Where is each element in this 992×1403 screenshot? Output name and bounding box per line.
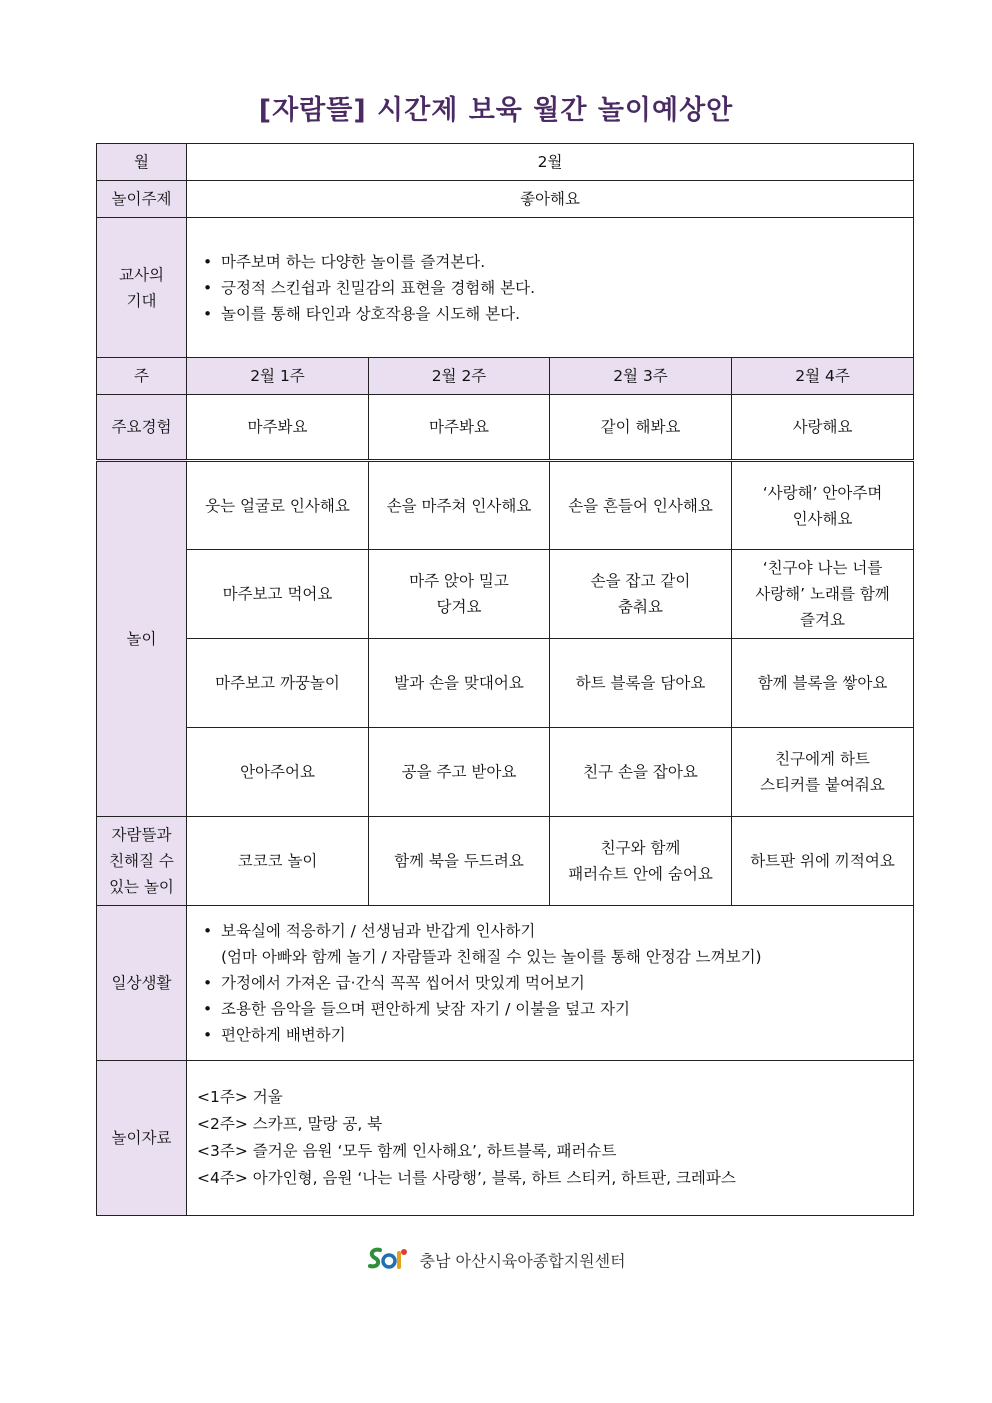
materials-item: <4주> 아가인형, 음원 ‘나는 너를 사랑행’, 블록, 하트 스티커, 하트판, 크레파스 bbox=[197, 1169, 736, 1187]
daily-list bbox=[197, 918, 907, 944]
daily-list bbox=[197, 970, 907, 1048]
week-header: 2월 3주 bbox=[550, 358, 732, 395]
materials-item: <3주> 즐거운 음원 ‘모두 함께 인사해요’, 하트블록, 패러슈트 bbox=[197, 1142, 617, 1160]
expectation-list bbox=[197, 249, 907, 327]
week-header: 2월 4주 bbox=[732, 358, 914, 395]
play-cell: 마주 앉아 밀고 당겨요 bbox=[369, 550, 550, 639]
materials-cell bbox=[187, 1061, 914, 1216]
daily-label: 일상생활 bbox=[97, 906, 187, 1061]
play-cell: 손을 마주쳐 인사해요 bbox=[369, 461, 550, 550]
play-cell: 웃는 얼굴로 인사해요 bbox=[187, 461, 369, 550]
play-cell: ‘사랑해’ 안아주며 인사해요 bbox=[732, 461, 914, 550]
jaramtteul-play-row bbox=[97, 817, 914, 906]
jaramtteul-play-cell: 친구와 함께 패러슈트 안에 숨어요 bbox=[550, 817, 732, 906]
expectation-item: • 마주보며 하는 다양한 놀이를 즐겨본다. bbox=[221, 249, 907, 275]
daily-item: • 조용한 음악을 들으며 편안하게 낮잠 자기 / 이불을 덮고 자기 bbox=[221, 996, 907, 1022]
jaramtteul-play-label: 자람뜰과 친해질 수 있는 놀이 bbox=[97, 817, 187, 906]
play-row bbox=[97, 728, 914, 817]
month-row bbox=[97, 144, 914, 181]
play-cell: 공을 주고 받아요 bbox=[369, 728, 550, 817]
experience-cell: 같이 해봐요 bbox=[550, 395, 732, 461]
jaramtteul-play-cell: 코코코 놀이 bbox=[187, 817, 369, 906]
play-cell: 친구에게 하트 스티커를 붙여줘요 bbox=[732, 728, 914, 817]
daily-sub-note: (엄마 아빠와 함께 놀기 / 자람뜰과 친해질 수 있는 놀이를 통해 안정감 느껴보기) bbox=[221, 948, 762, 966]
play-cell: 발과 손을 맞대어요 bbox=[369, 639, 550, 728]
play-row bbox=[97, 461, 914, 550]
play-row bbox=[97, 550, 914, 639]
month-label: 월 bbox=[97, 144, 187, 181]
week-header: 2월 2주 bbox=[369, 358, 550, 395]
materials-item: <2주> 스카프, 말랑 공, 북 bbox=[197, 1115, 383, 1133]
daily-item: • 보육실에 적응하기 / 선생님과 반갑게 인사하기 bbox=[221, 918, 907, 944]
expectation-item: • 긍정적 스킨쉽과 친밀감의 표현을 경험해 본다. bbox=[221, 275, 907, 301]
play-cell: 손을 흔들어 인사해요 bbox=[550, 461, 732, 550]
play-row bbox=[97, 639, 914, 728]
play-cell: 안아주어요 bbox=[187, 728, 369, 817]
daily-cell bbox=[187, 906, 914, 1061]
play-cell: 마주보고 까꿍놀이 bbox=[187, 639, 369, 728]
expectation-item: • 놀이를 통해 타인과 상호작용을 시도해 본다. bbox=[221, 301, 907, 327]
weeks-row bbox=[97, 358, 914, 395]
play-label: 놀이 bbox=[97, 461, 187, 817]
play-cell: 손을 잡고 같이 춤춰요 bbox=[550, 550, 732, 639]
weeks-label: 주 bbox=[97, 358, 187, 395]
play-plan-table bbox=[96, 143, 914, 1216]
play-cell: ‘친구야 나는 너를 사랑해’ 노래를 함께 즐겨요 bbox=[732, 550, 914, 639]
experience-cell: 사랑해요 bbox=[732, 395, 914, 461]
materials-label: 놀이자료 bbox=[97, 1061, 187, 1216]
footer bbox=[0, 1245, 992, 1275]
theme-label: 놀이주제 bbox=[97, 181, 187, 218]
theme-value: 좋아해요 bbox=[187, 181, 914, 218]
play-cell: 하트 블록을 담아요 bbox=[550, 639, 732, 728]
theme-row bbox=[97, 181, 914, 218]
daily-item: • 편안하게 배변하기 bbox=[221, 1022, 907, 1048]
expectation-label: 교사의 기대 bbox=[97, 218, 187, 358]
materials-row bbox=[97, 1061, 914, 1216]
month-value: 2월 bbox=[187, 144, 914, 181]
jaramtteul-play-cell: 하트판 위에 끼적여요 bbox=[732, 817, 914, 906]
experience-label: 주요경험 bbox=[97, 395, 187, 461]
play-cell: 친구 손을 잡아요 bbox=[550, 728, 732, 817]
experience-cell: 마주봐요 bbox=[187, 395, 369, 461]
jaramtteul-play-cell: 함께 북을 두드려요 bbox=[369, 817, 550, 906]
play-cell: 마주보고 먹어요 bbox=[187, 550, 369, 639]
experience-cell: 마주봐요 bbox=[369, 395, 550, 461]
daily-row bbox=[97, 906, 914, 1061]
daily-item: • 가정에서 가져온 급·간식 꼭꼭 씹어서 맛있게 먹어보기 bbox=[221, 970, 907, 996]
expectation-row bbox=[97, 218, 914, 358]
expectation-cell bbox=[187, 218, 914, 358]
week-header: 2월 1주 bbox=[187, 358, 369, 395]
play-cell: 함께 블록을 쌓아요 bbox=[732, 639, 914, 728]
center-logo-icon bbox=[366, 1245, 410, 1275]
page-title: [자람뜰] 시간제 보육 월간 놀이예상안 bbox=[258, 95, 734, 126]
materials-item: <1주> 거울 bbox=[197, 1088, 283, 1106]
experience-row bbox=[97, 395, 914, 461]
footer-text: 충남 아산시육아종합지원센터 bbox=[419, 1251, 626, 1271]
